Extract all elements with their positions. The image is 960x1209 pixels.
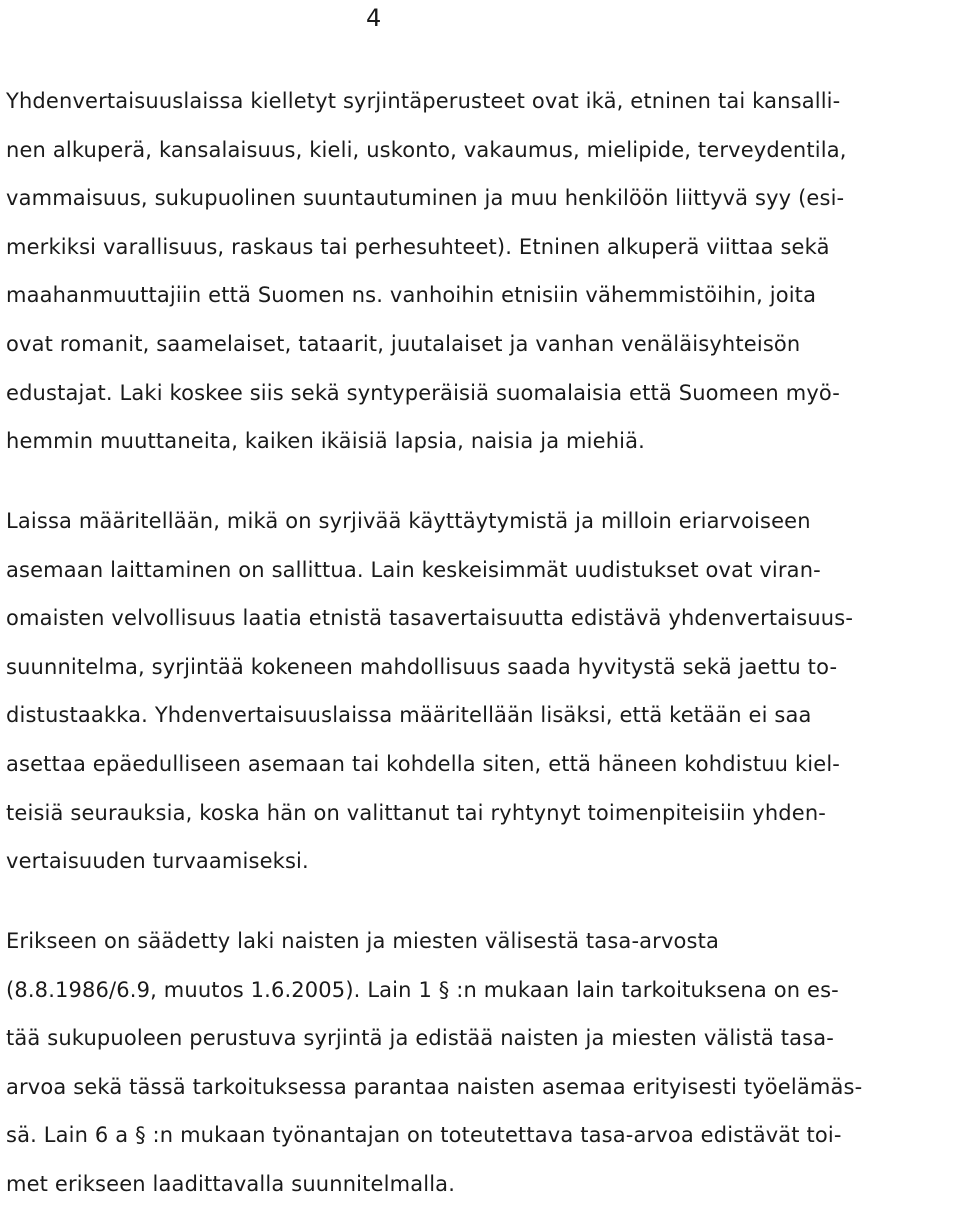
text-line: tää sukupuoleen perustuva syrjintä ja edistää naisten ja miesten välistä tasa- [6, 1026, 834, 1051]
text-line: Erikseen on säädetty laki naisten ja miesten välisestä tasa-arvosta [6, 929, 720, 953]
text-line: edustajat. Laki koskee siis sekä syntyperäisiä suomalaisia että Suomeen myö- [6, 380, 841, 405]
page-number: 4 [366, 4, 382, 32]
text-line: merkiksi varallisuus, raskaus tai perhesuhteet). Etninen alkuperä viittaa sekä [6, 234, 830, 259]
text-line: teisiä seurauksia, koska hän on valittanut tai ryhtynyt toimenpiteisiin yhden- [6, 800, 827, 825]
paragraph-law-definitions [6, 497, 853, 886]
text-line: maahanmuuttajiin että Suomen ns. vanhoihin etnisiin vähemmistöihin, joita [6, 283, 817, 308]
text-line: distustaakka. Yhdenvertaisuuslaissa määritellään lisäksi, että ketään ei saa [6, 703, 812, 728]
text-line: omaisten velvollisuus laatia etnistä tasavertaisuutta edistävä yhdenvertaisuus- [6, 606, 854, 631]
paragraph-equality-act [6, 917, 862, 1209]
text-line: Laissa määritellään, mikä on syrjivää käyttäytymistä ja milloin eriarvoiseen [6, 509, 811, 533]
text-line: arvoa sekä tässä tarkoituksessa parantaa naisten asemaa erityisesti työelämäs- [6, 1074, 863, 1099]
text-line: hemmin muuttaneita, kaiken ikäisiä lapsia, naisia ja miehiä. [6, 429, 645, 454]
text-line: (8.8.1986/6.9, muutos 1.6.2005). Lain 1 § :n mukaan lain tarkoituksena on es- [6, 977, 839, 1002]
text-line: met erikseen laadittavalla suunnitelmalla. [6, 1171, 456, 1196]
text-line: ovat romanit, saamelaiset, tataarit, juutalaiset ja vanhan venäläisyhteisön [6, 331, 801, 356]
text-line: asemaan laittaminen on sallittua. Lain keskeisimmät uudistukset ovat viran- [6, 557, 821, 582]
text-line: nen alkuperä, kansalaisuus, kieli, uskonto, vakaumus, mielipide, terveydentila, [6, 137, 847, 162]
text-line: Yhdenvertaisuuslaissa kielletyt syrjintäperusteet ovat ikä, etninen tai kansalli- [6, 89, 841, 113]
text-line: suunnitelma, syrjintää kokeneen mahdollisuus saada hyvitystä sekä jaettu to- [6, 654, 838, 679]
text-line: vammaisuus, sukupuolinen suuntautuminen ja muu henkilöön liittyvä syy (esi- [6, 186, 845, 211]
text-line: sä. Lain 6 a § :n mukaan työnantajan on toteutettava tasa-arvoa edistävät toi- [6, 1123, 842, 1148]
text-line: vertaisuuden turvaamiseksi. [6, 849, 309, 874]
text-line: asettaa epäedulliseen asemaan tai kohdella siten, että häneen kohdistuu kiel- [6, 751, 841, 776]
paragraph-prohibited-grounds [6, 77, 847, 466]
